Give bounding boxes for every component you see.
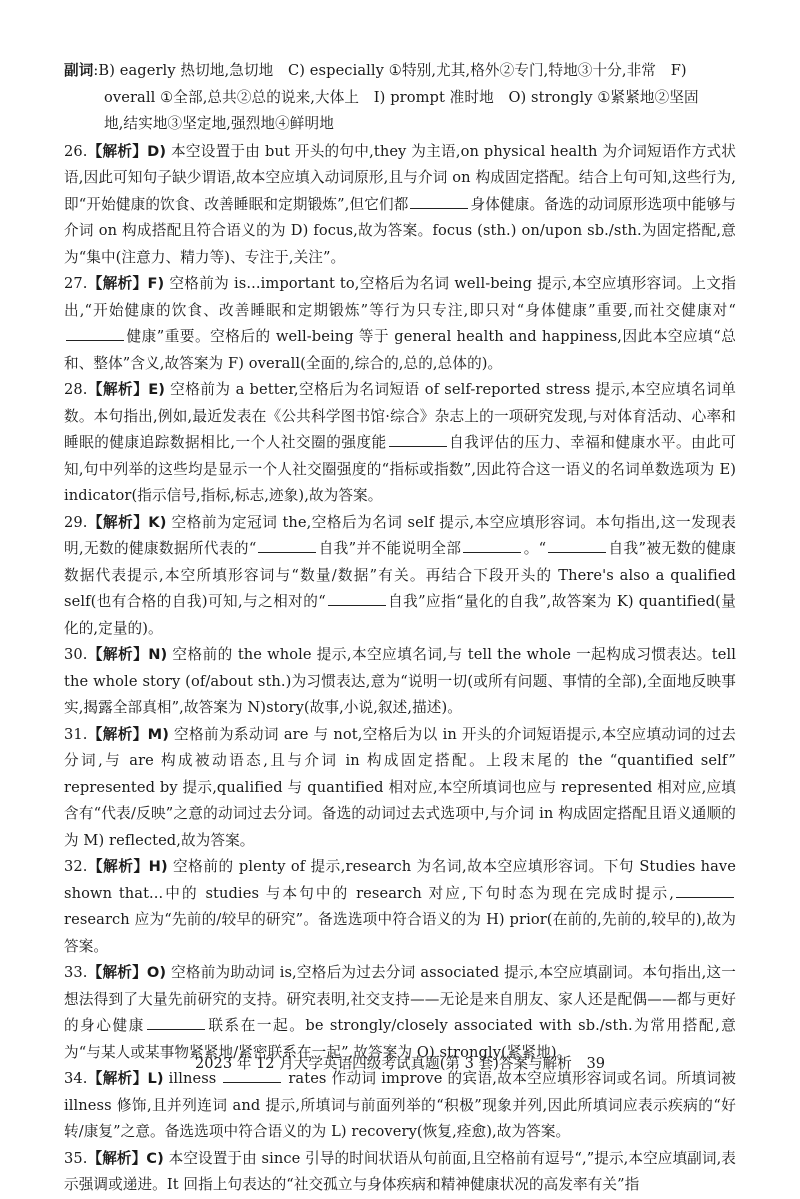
item-number: 34. [64, 1070, 88, 1087]
explanation-item [64, 1146, 736, 1199]
item-text: 空格前的 the whole 提示,本空应填名词,与 tell the whole 一起构成习惯表达。tell the whole story (of/about sth.)为习惯表达,意为“说明一切(或所有问题、事情的全部),全面地反映事实,揭露全部真相”,故答案为 N)story(故事,小说,叙述,描述)。 [64, 646, 737, 716]
item-number: 29. [64, 513, 88, 531]
item-answer-tag: 【解析】O) [87, 964, 167, 981]
blank-line [258, 538, 316, 553]
vocab-line-3: 地,结实地③坚定地,强烈地④鲜明地 [104, 115, 334, 132]
vocab-label: 副词 [64, 62, 94, 79]
adverb-vocabulary [64, 58, 736, 138]
blank-line [676, 883, 734, 898]
blank-line [147, 1015, 205, 1030]
item-text: 自我”应指“量化的自我”,故答案为 K) quantified(量化的,定量的)。 [64, 593, 736, 637]
explanation-item [64, 642, 736, 722]
item-number: 33. [64, 964, 88, 981]
item-number: 35. [64, 1149, 88, 1167]
explanation-item [64, 510, 736, 643]
item-text: 自我”被无数的健康数据代表提示,本空所填形容词与“数量/数据”有关。再结合下段开头的 There's also a qualified self(也有合格的自我)可知,与之相对的“ [64, 540, 736, 610]
item-answer-tag: 【解析】L) [87, 1070, 164, 1087]
item-answer-tag: 【解析】K) [87, 513, 167, 531]
item-text: 空格前为 is...important to,空格后为名词 well-being 提示,本空应填形容词。上文指出,“开始健康的饮食、改善睡眠和定期锻炼”等行为只专注,即只对“身体健康”重要,而社交健康对“ [64, 275, 736, 319]
explanation-item [64, 271, 736, 377]
vocab-line-2: overall ①全部,总共②总的说来,大体上 I) prompt 准时地 O) strongly ①紧紧地②坚固 [104, 88, 699, 106]
item-text: 自我评估的压力、幸福和健康水平。由此可知,句中列举的这些均是显示一个人社交圈强度的“指标或指数”,因此符合这一语义的名词单数选项为 E) indicator(指示信号,指标,标志,迹象),故为答案。 [64, 434, 736, 504]
page-footer: 2023 年 12 月大学英语四级考试真题(第 3 套)答案与解析 39 [194, 1055, 606, 1072]
item-answer-tag: 【解析】M) [87, 725, 170, 743]
document-body [64, 58, 736, 1199]
item-answer-tag: 【解析】D) [87, 142, 167, 160]
blank-line [548, 538, 606, 553]
item-text: 空格前为定冠词 the,空格后为名词 self 提示,本空应填形容词。本句指出,这一发现表明,无数的健康数据所代表的“ [64, 513, 736, 557]
vocab-line-1: :B) eagerly 热切地,急切地 C) especially ①特别,尤其,格外②专门,特地③十分,非常 F) [93, 62, 687, 79]
item-number: 31. [64, 725, 88, 743]
item-answer-tag: 【解析】H) [87, 858, 168, 875]
item-text: 健康”重要。空格后的 well-being 等于 general health and happiness,因此本空应填“总和、整体”含义,故答案为 F) overall(全面的,综合的,总的,总体的)。 [64, 328, 736, 372]
item-text: 空格前为助动词 is,空格后为过去分词 associated 提示,本空应填副词。本句指出,这一想法得到了大量先前研究的支持。研究表明,社交支持——无论是来自朋友、家人还是配偶——都与更好的身心健康 [64, 964, 736, 1034]
item-text: 自我”并不能说明全部 [318, 540, 462, 557]
blank-line [66, 326, 124, 341]
blank-line [328, 591, 386, 606]
item-number: 32. [64, 858, 88, 875]
item-text: 本空设置于由 since 引导的时间状语从句前面,且空格前有逗号“,”提示,本空应填副词,表示强调或递进。It 回指上句表达的“社交孤立与身体疾病和精神健康状况的高发率有关”指 [64, 1149, 737, 1193]
item-answer-tag: 【解析】N) [87, 646, 168, 663]
item-answer-tag: 【解析】E) [87, 381, 166, 398]
explanation-item [64, 722, 736, 855]
item-answer-tag: 【解析】F) [87, 275, 165, 292]
item-number: 28. [64, 381, 88, 398]
blank-line [463, 538, 521, 553]
explanation-item [64, 1066, 736, 1146]
item-text: 身体健康。备选的动词原形选项中能够与介词 on 构成搭配且符合语义的为 D) focus,故为答案。focus (sth.) on/upon sb./sth.为固定搭配,意为“集中(注意力、精力等)、专注于,关注”。 [64, 195, 736, 266]
item-answer-tag: 【解析】C) [87, 1149, 164, 1167]
item-text: rates 作动词 improve 的宾语,故本空应填形容词或名词。所填词被 illness 修饰,且并列连词 and 提示,所填词与前面列举的“积极”现象并列,因此所填词应表示疾病的“好转/康复”之意。备选选项中符合语义的为 L) recovery(恢复,痊愈),故为答案。 [64, 1070, 736, 1140]
item-text: 空格前为 a better,空格后为名词短语 of self-reported stress 提示,本空应填名词单数。本句指出,例如,最近发表在《公共科学图书馆·综合》杂志上的一项研究发现,与对体育活动、心率和睡眠的健康追踪数据相比,一个人社交圈的强度能 [64, 381, 736, 451]
explanation-item [64, 854, 736, 960]
item-text: 。“ [523, 540, 547, 557]
blank-line [389, 432, 447, 447]
item-text: 空格前的 plenty of 提示,research 为名词,故本空应填形容词。下句 Studies have shown that...中的 studies 与本句中的 research 对应,下句时态为现在完成时提示, [64, 858, 737, 902]
explanation-item [64, 960, 736, 1066]
item-number: 30. [64, 646, 88, 663]
item-text: illness [163, 1070, 222, 1087]
item-text: research 应为“先前的/较早的研究”。备选选项中符合语义的为 H) prior(在前的,先前的,较早的),故为答案。 [64, 911, 736, 955]
item-text: 本空设置于由 but 开头的句中,they 为主语,on physical health 为介词短语作方式状语,因此可知句子缺少谓语,故本空应填入动词原形,且与介词 on 构成固定搭配。结合上句可知,这些行为,即“开始健康的饮食、改善睡眠和定期锻炼”,但它们都 [64, 142, 736, 213]
explanation-item [64, 139, 736, 272]
item-number: 26. [64, 142, 88, 160]
item-text: 联系在一起。be strongly/closely associated with sb./sth.为常用搭配,意为“与某人或某事物紧紧地/紧密联系在一起”,故答案为 O) strongly(紧紧地)。 [64, 1017, 736, 1061]
item-text: 空格前为系动词 are 与 not,空格后为以 in 开头的介词短语提示,本空应填动词的过去分词,与 are 构成被动语态,且与介词 in 构成固定搭配。上段末尾的 the “quantified self” represented by 提示,qualified 与 quantified 相对应,本空所填词也应与 represented 相对应,应填含有“代表/反映”之意的动词过去分词。备选的动词过去式选项中,与介词 in 构成固定搭配且语义通顺的为 M) reflected,故为答案。 [64, 725, 736, 849]
item-number: 27. [64, 275, 88, 292]
blank-line [410, 194, 468, 209]
explanation-item [64, 377, 736, 510]
